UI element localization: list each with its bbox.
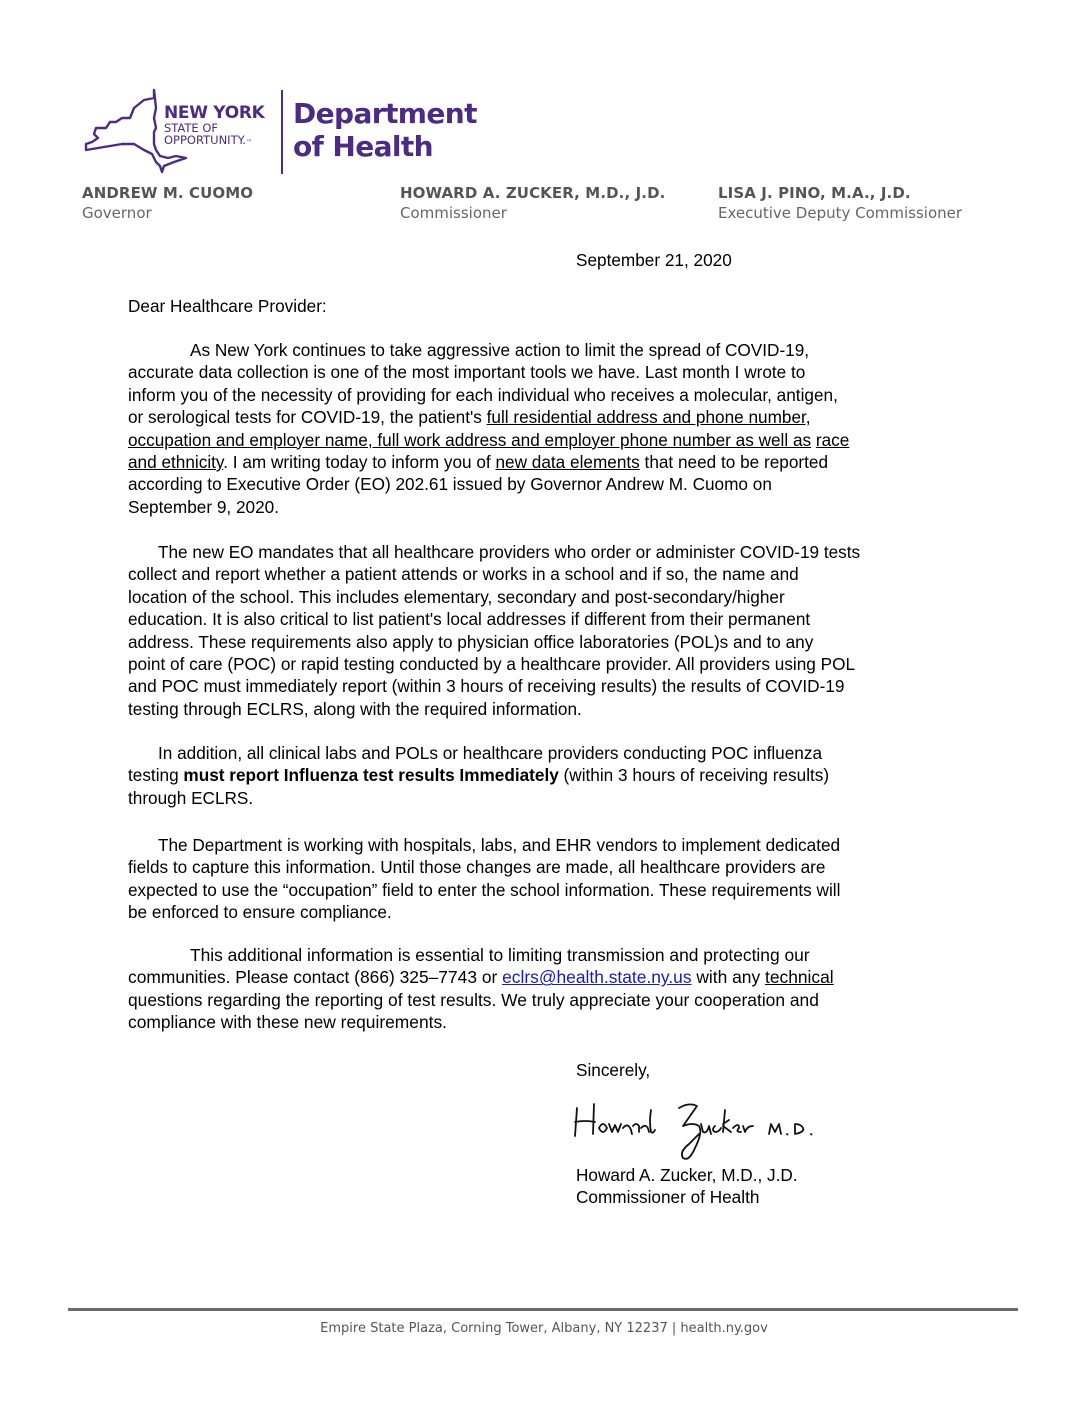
department-of-health-wordmark bbox=[293, 97, 477, 163]
text-line: according to Executive Order (EO) 202.61 issued by Governor Andrew M. Cuomo on bbox=[128, 474, 772, 495]
logo-divider bbox=[281, 90, 283, 174]
department-line: Department bbox=[293, 97, 477, 130]
bold-requirement: must report Influenza test results Immediately bbox=[183, 765, 559, 786]
underlined-requirement: occupation and employer name, full work address and employer phone number as well as bbox=[128, 429, 812, 450]
text-line: As New York continues to take aggressive action to limit the spread of COVID-19, bbox=[190, 340, 810, 360]
underlined-requirement: and ethnicity bbox=[128, 452, 224, 473]
text-line: or serological tests for COVID-19, the patient's full residential address and phone number, bbox=[128, 407, 811, 428]
paragraph-5 bbox=[128, 944, 958, 1034]
text-line: be enforced to ensure compliance. bbox=[128, 902, 392, 923]
officer-name: ANDREW M. CUOMO bbox=[82, 184, 254, 202]
officer-governor bbox=[82, 183, 253, 223]
paragraph-3 bbox=[128, 742, 958, 809]
officer-name: HOWARD A. ZUCKER, M.D., J.D. bbox=[400, 184, 666, 202]
signer-name: Howard A. Zucker, M.D., J.D. bbox=[576, 1165, 798, 1185]
footer-address-text: Empire State Plaza, Corning Tower, Albany, NY 12237 bbox=[320, 1321, 668, 1336]
text-line: location of the school. This includes elementary, secondary and post-secondary/higher bbox=[128, 586, 785, 607]
paragraph-2 bbox=[128, 541, 958, 720]
text-line bbox=[128, 429, 958, 451]
of-health-line: of Health bbox=[293, 130, 434, 163]
text-line: This additional information is essential to limiting transmission and protecting our bbox=[190, 945, 810, 965]
paragraph-1 bbox=[128, 339, 958, 518]
salutation: Dear Healthcare Provider: bbox=[128, 296, 327, 316]
underlined-new-data-elements: new data elements bbox=[495, 452, 640, 473]
eclrs-email-link[interactable]: eclrs@health.state.ny.us bbox=[502, 967, 692, 988]
closing: Sincerely, bbox=[576, 1060, 651, 1080]
logo-line-state-of: STATE OF bbox=[164, 121, 219, 135]
text-line: and ethnicity. I am writing today to inform you of new data elements that need to be reported bbox=[128, 452, 829, 473]
underlined-technical: technical bbox=[765, 967, 834, 988]
officer-commissioner bbox=[400, 183, 665, 223]
signer-title: Commissioner of Health bbox=[576, 1187, 760, 1208]
officer-deputy-commissioner bbox=[718, 183, 962, 223]
officer-title: Commissioner bbox=[400, 204, 507, 222]
text-line: through ECLRS. bbox=[128, 787, 254, 808]
footer-address bbox=[0, 1321, 1088, 1336]
text-line: education. It is also critical to list patient's local addresses if different from their permanent bbox=[128, 609, 811, 630]
text-line: communities. Please contact (866) 325–7743 or eclrs@health.state.ny.us with any technical bbox=[128, 967, 834, 988]
letter-date: September 21, 2020 bbox=[576, 250, 732, 270]
footer-divider bbox=[68, 1308, 1018, 1311]
text-line: September 9, 2020. bbox=[128, 496, 279, 517]
signer-block bbox=[576, 1164, 798, 1209]
text-line: expected to use the “occupation” field to enter the school information. These requirements will bbox=[128, 879, 841, 900]
logo-line-new-york: NEW YORK bbox=[164, 103, 265, 123]
footer-website: health.ny.gov bbox=[680, 1321, 768, 1336]
text-line: questions regarding the reporting of test results. We truly appreciate your cooperation and bbox=[128, 989, 819, 1010]
text-line: testing must report Influenza test results Immediately (within 3 hours of receiving results) bbox=[128, 765, 830, 786]
text-line: testing through ECLRS, along with the required information. bbox=[128, 698, 582, 719]
nys-opportunity-logo-text bbox=[164, 104, 265, 149]
text-line: fields to capture this information. Until those changes are made, all healthcare providers are bbox=[128, 857, 826, 878]
paragraph-4 bbox=[128, 834, 958, 924]
handwritten-signature bbox=[567, 1088, 852, 1170]
underlined-requirement: full residential address and phone number, bbox=[486, 407, 811, 428]
text-line: The new EO mandates that all healthcare providers who order or administer COVID-19 tests bbox=[158, 542, 861, 562]
text-line: accurate data collection is one of the most important tools we have. Last month I wrote to bbox=[128, 362, 806, 383]
text-line: address. These requirements also apply to physician office laboratories (POL)s and to any bbox=[128, 631, 814, 652]
text-line: compliance with these new requirements. bbox=[128, 1012, 447, 1033]
text-line: collect and report whether a patient attends or works in a school and if so, the name and bbox=[128, 564, 799, 585]
officer-title: Executive Deputy Commissioner bbox=[718, 204, 963, 222]
logo-line-opportunity: OPPORTUNITY.™ bbox=[164, 133, 252, 147]
text-line: point of care (POC) or rapid testing conducted by a healthcare provider. All providers using POL bbox=[128, 654, 856, 675]
officer-title: Governor bbox=[82, 204, 152, 222]
text-line: inform you of the necessity of providing for each individual who receives a molecular, antigen, bbox=[128, 384, 838, 405]
text-line: In addition, all clinical labs and POLs or healthcare providers conducting POC influenza bbox=[158, 743, 823, 763]
officer-name: LISA J. PINO, M.A., J.D. bbox=[718, 184, 911, 202]
text-line: and POC must immediately report (within 3 hours of receiving results) the results of COVID-19 bbox=[128, 676, 845, 697]
text-line: The Department is working with hospitals, labs, and EHR vendors to implement dedicated bbox=[158, 835, 841, 855]
underlined-requirement: race bbox=[815, 429, 850, 450]
footer-separator: | bbox=[671, 1321, 677, 1336]
